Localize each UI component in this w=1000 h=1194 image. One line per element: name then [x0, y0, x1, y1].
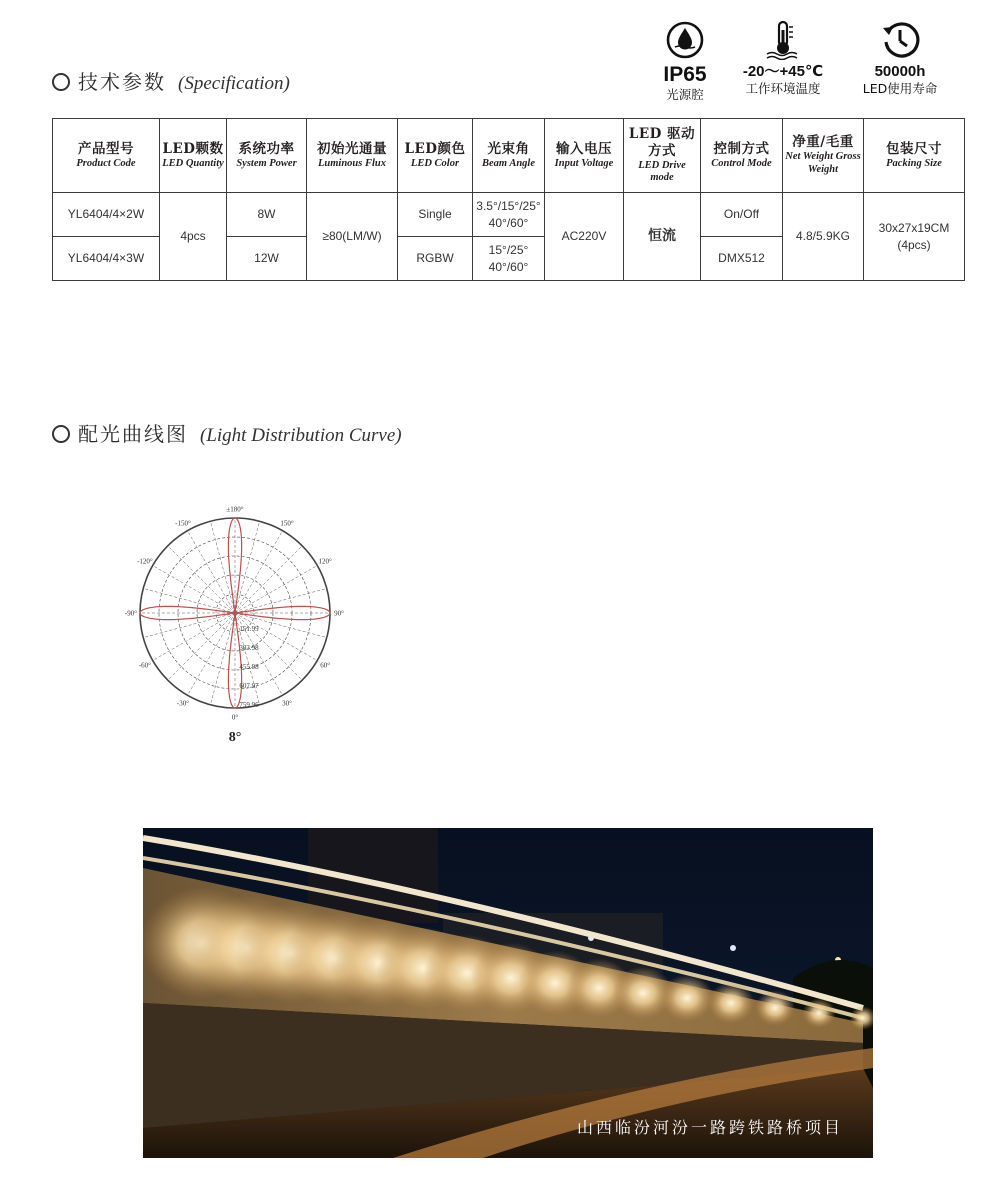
cell-input-voltage: AC220V — [545, 193, 624, 281]
spec-section-heading — [52, 66, 290, 95]
cell-beam-angle: 15°/25° 40°/60° — [473, 237, 545, 281]
polar-spoke — [210, 613, 235, 705]
cell-system-power: 12W — [227, 237, 307, 281]
header-system-power: 系统功率 System Power — [227, 119, 307, 193]
header-led-color: LED颜色 LED Color — [398, 119, 473, 193]
ip-rating-value: IP65 — [663, 63, 707, 86]
polar-radial-label: 151.99 — [239, 625, 259, 633]
feature-temperature — [733, 20, 833, 96]
header-packing-size: 包装尺寸 Packing Size — [864, 119, 965, 193]
table-header-row — [53, 119, 965, 193]
cell-weight: 4.8/5.9KG — [783, 193, 864, 281]
cell-control-mode: DMX512 — [701, 237, 783, 281]
feature-lifetime — [852, 20, 948, 96]
polar-angle-label: 60° — [320, 661, 331, 670]
circle-bullet-icon — [52, 73, 70, 91]
curve-section-heading — [52, 418, 402, 447]
cell-product-code: YL6404/4×2W — [53, 193, 160, 237]
polar-angle-label: -90° — [124, 609, 138, 618]
curve-title-zh: 配光曲线图 — [78, 422, 188, 446]
water-drop-icon — [665, 20, 705, 60]
cell-product-code: YL6404/4×3W — [53, 237, 160, 281]
circle-bullet-icon — [52, 425, 70, 443]
cell-luminous-flux: ≥80(LM/W) — [307, 193, 398, 281]
thermometer-icon — [763, 20, 803, 60]
lifetime-value: 50000h — [874, 63, 926, 80]
cell-led-color: RGBW — [398, 237, 473, 281]
project-photo — [143, 828, 873, 1158]
table-row — [53, 193, 965, 237]
cell-control-mode: On/Off — [701, 193, 783, 237]
spec-title-en: (Specification) — [178, 73, 290, 94]
polar-radial-label: 759.96 — [239, 701, 259, 709]
header-weight: 净重/毛重 Net Weight Gross Weight — [783, 119, 864, 193]
polar-angle-label: 150° — [280, 519, 294, 528]
feature-ip65 — [645, 20, 725, 102]
temperature-range-label: 工作环境温度 — [745, 81, 821, 96]
curve-title-en: (Light Distribution Curve) — [200, 425, 402, 446]
polar-radial-label: 455.98 — [239, 663, 259, 671]
polar-spoke — [210, 521, 235, 613]
spec-title-zh: 技术参数 — [78, 70, 166, 94]
polar-angle-label: -60° — [138, 661, 151, 670]
light-distribution-chart — [115, 505, 355, 755]
cell-system-power: 8W — [227, 193, 307, 237]
header-beam-angle: 光束角 Beam Angle — [473, 119, 545, 193]
polar-angle-label: 120° — [318, 557, 332, 566]
polar-angle-label: -150° — [175, 519, 191, 528]
header-control-mode: 控制方式 Control Mode — [701, 119, 783, 193]
polar-angle-label: ±180° — [226, 505, 244, 514]
polar-spoke — [235, 588, 327, 613]
header-product-code: 产品型号 Product Code — [53, 119, 160, 193]
polar-spoke — [235, 521, 260, 613]
lifetime-label: LED使用寿命 — [862, 81, 938, 96]
header-input-voltage: 输入电压 Input Voltage — [545, 119, 624, 193]
polar-spoke — [168, 613, 235, 680]
polar-spoke — [143, 613, 235, 638]
temperature-range-value: -20～+45℃ — [742, 63, 824, 80]
header-drive-mode: LED 驱动方式 LED Drive mode — [624, 119, 701, 193]
polar-spoke — [168, 546, 235, 613]
polar-radial-label: 607.97 — [239, 682, 259, 690]
cell-led-quantity: 4pcs — [160, 193, 227, 281]
polar-spoke — [143, 588, 235, 613]
beam-angle-caption: 8° — [228, 730, 242, 745]
polar-angle-label: 0° — [231, 713, 239, 722]
cell-beam-angle: 3.5°/15°/25° 40°/60° — [473, 193, 545, 237]
header-led-quantity: LED颗数 LED Quantity — [160, 119, 227, 193]
polar-angle-label: 30° — [282, 699, 292, 708]
polar-angle-label: -30° — [176, 699, 190, 708]
spec-table — [52, 118, 965, 281]
cell-led-color: Single — [398, 193, 473, 237]
polar-angle-label: -120° — [137, 557, 153, 566]
polar-radial-labels — [239, 625, 259, 709]
polar-angle-label: 90° — [334, 609, 344, 618]
polar-radial-label: 303.98 — [239, 644, 259, 652]
clock-icon — [880, 20, 920, 60]
cell-drive-mode: 恒流 — [624, 193, 701, 281]
header-luminous-flux: 初始光通量 Luminous Flux — [307, 119, 398, 193]
bridge-night-photo — [143, 828, 873, 1158]
cell-packing-size: 30x27x19CM (4pcs) — [864, 193, 965, 281]
polar-spoke — [235, 546, 302, 613]
ip-rating-label: 光源腔 — [666, 87, 704, 102]
photo-caption: 山西临汾河汾一路跨铁路桥项目 — [576, 1118, 843, 1137]
